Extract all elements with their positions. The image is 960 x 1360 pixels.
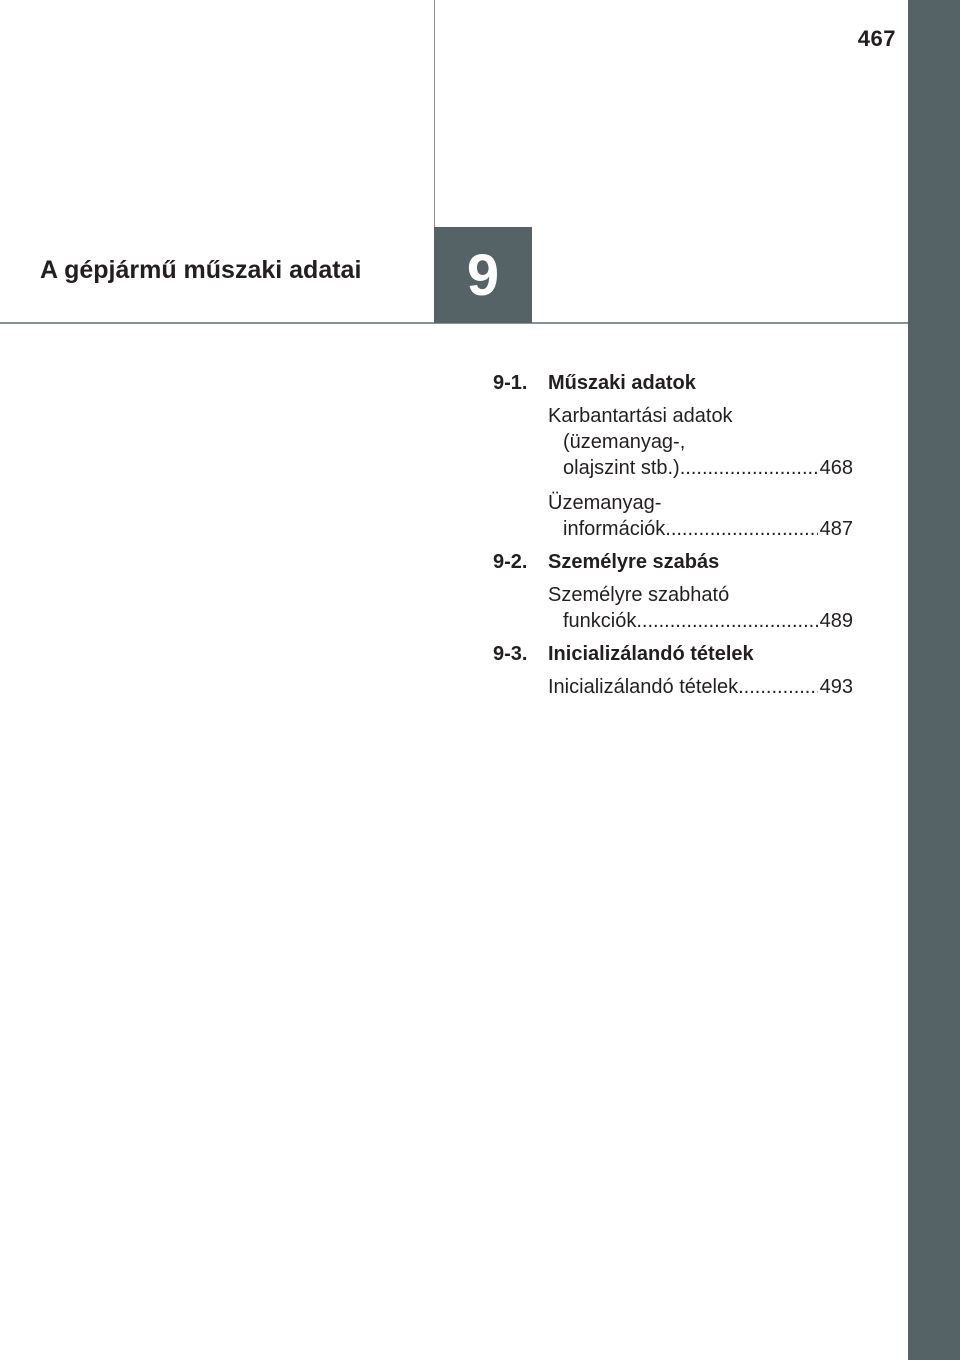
dot-leader (680, 455, 818, 481)
toc-page-number: 468 (819, 457, 853, 479)
toc-entry-last-line (548, 608, 853, 634)
toc-entry-last-line (548, 516, 853, 542)
toc-section-number: 9-3. (493, 643, 528, 665)
toc-section-title: Személyre szabás (548, 551, 720, 573)
page-number: 467 (857, 26, 896, 51)
toc-entry[interactable] (548, 674, 853, 700)
toc-entry-last-line (548, 674, 853, 700)
dot-leader (665, 516, 817, 542)
toc-entry[interactable] (548, 490, 853, 542)
toc-section-heading[interactable] (493, 643, 853, 665)
toc-page-number: 493 (819, 676, 853, 698)
chapter-number: 9 (466, 242, 500, 308)
toc-page-number: 489 (819, 610, 853, 632)
toc-entry-last-line (548, 455, 853, 481)
dot-leader (738, 674, 818, 700)
toc-entry-line: Személyre szabható (548, 584, 730, 606)
table-of-contents (493, 372, 853, 700)
chapter-title: A gépjármű műszaki adatai (40, 256, 362, 284)
toc-section-heading[interactable] (493, 551, 853, 573)
toc-entry-text: információk (563, 518, 666, 540)
toc-section (493, 643, 853, 700)
toc-section (493, 372, 853, 542)
toc-page-number: 487 (819, 518, 853, 540)
toc-entry-text: Inicializálandó tételek (548, 676, 739, 698)
toc-section-number: 9-1. (493, 372, 528, 394)
toc-entry-line: (üzemanyag-, (563, 431, 686, 453)
toc-section-heading[interactable] (493, 372, 853, 394)
toc-section (493, 551, 853, 634)
chapter-side-tab (908, 0, 960, 1360)
toc-entry-line: Üzemanyag- (548, 492, 662, 514)
toc-entry[interactable] (548, 582, 853, 634)
toc-entry-text: funkciók (563, 610, 637, 632)
toc-section-title: Műszaki adatok (548, 372, 696, 394)
toc-entry-line: Karbantartási adatok (548, 405, 733, 427)
dot-leader (636, 608, 817, 634)
toc-entry[interactable] (548, 403, 853, 481)
vertical-divider (434, 0, 435, 227)
toc-section-number: 9-2. (493, 551, 528, 573)
chapter-number-box (434, 227, 532, 323)
toc-entry-text: olajszint stb.) (563, 457, 680, 479)
toc-section-title: Inicializálandó tételek (548, 643, 754, 665)
